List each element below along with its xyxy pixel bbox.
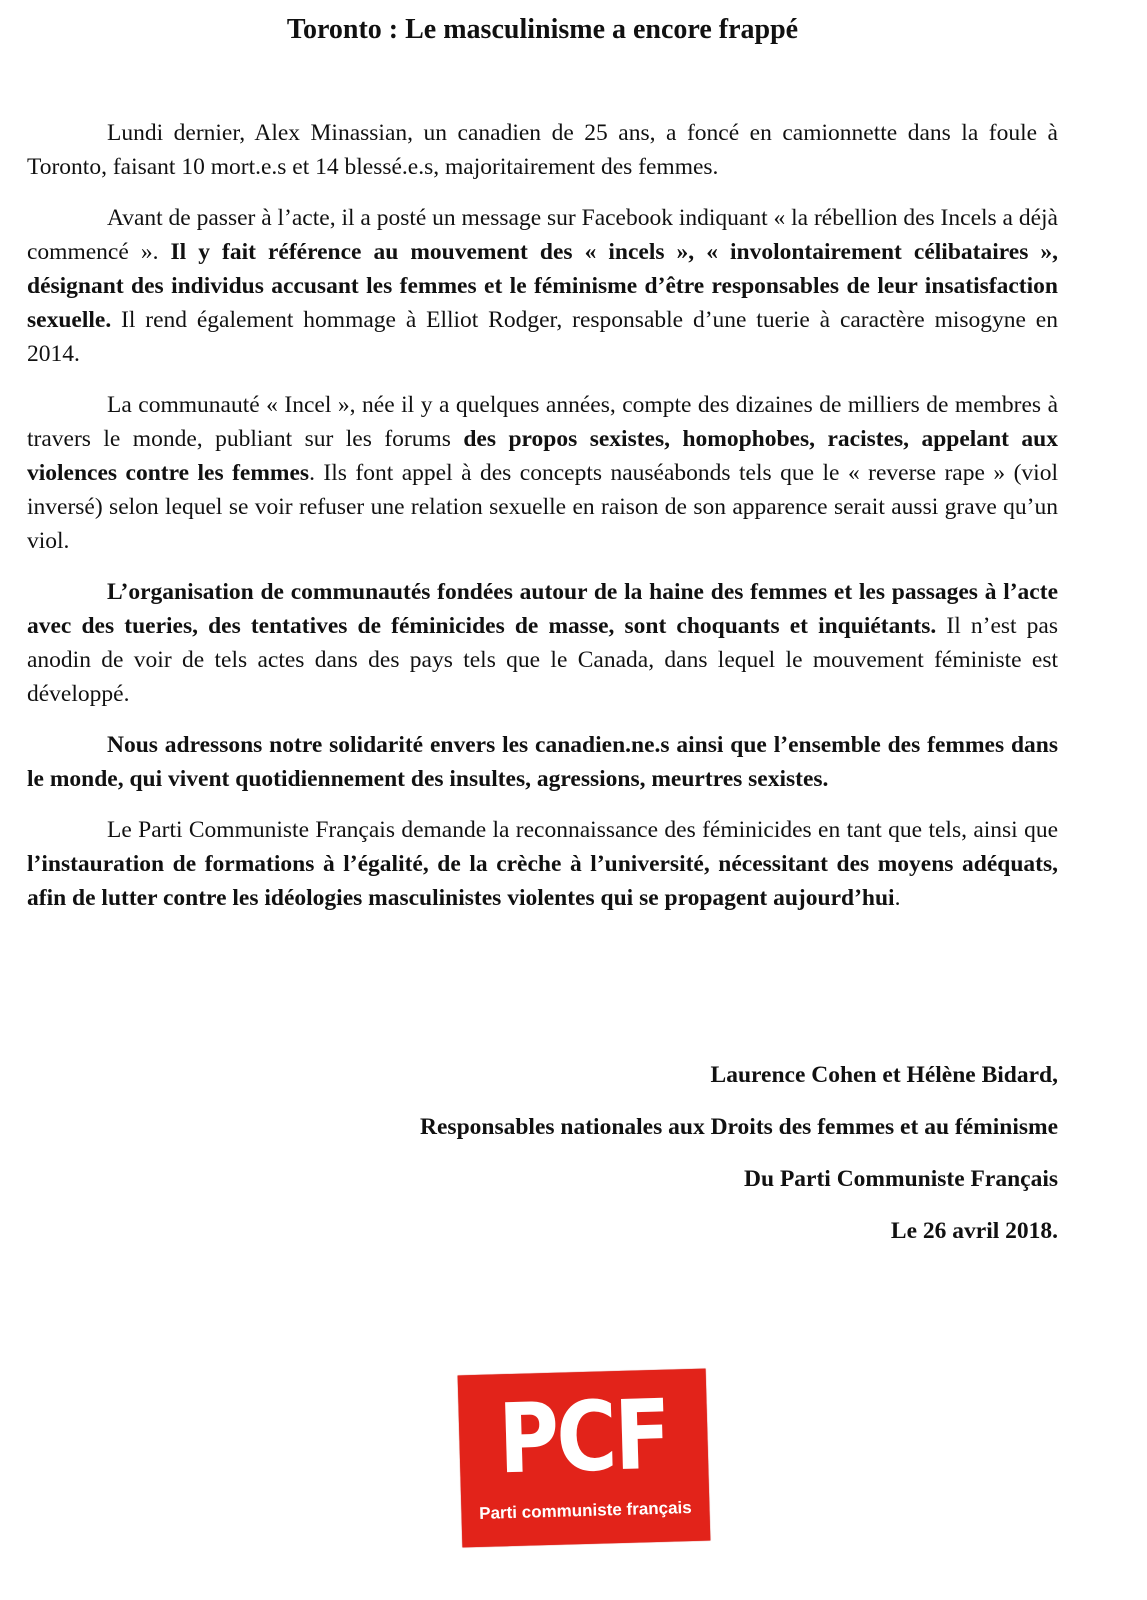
paragraph-6-run-1: Le Parti Communiste Français demande la reconnaissance des féminicides en tant que tels, ainsi que [107,817,1058,843]
paragraph-6 [27,813,1058,915]
pcf-logo-tagline: Parti communiste français [478,1498,692,1523]
pcf-logo [458,1369,711,1548]
paragraph-4 [27,575,1058,711]
paragraph-2-run-3: Il rend également hommage à Elliot Rodger, responsable d’une tuerie à caractère misogyne en 2014. [27,307,1058,367]
paragraph-5 [27,728,1058,796]
pcf-logo-acronym: PCF [496,1378,670,1496]
signature-organization: Du Parti Communiste Français [744,1166,1058,1192]
paragraph-4-run-2: Il n’est pas anodin de voir de tels actes dans des pays tels que le Canada, dans lequel le mouvement féministe est développé. [27,613,1058,707]
paragraph-6-run-2: l’instauration de formations à l’égalité, de la crèche à l’université, nécessitant des moyens adéquats, afin de lutter contre les idéologies masculinistes violentes qui se propagent aujourd’hui [27,851,1058,911]
paragraph-3 [27,388,1058,558]
paragraph-2-run-1: Avant de passer à l’acte, il a posté un message sur Facebook indiquant « la rébellion des Incels a déjà commencé ». [27,205,1058,265]
paragraph-2 [27,201,1058,371]
paragraph-3-run-2: des propos sexistes, homophobes, racistes, appelant aux violences contre les femmes [27,426,1058,486]
paragraph-4-run-1: L’organisation de communautés fondées autour de la haine des femmes et les passages à l’acte avec des tueries, des tentatives de féminicides de masse, sont choquants et inquiétants. [27,579,1058,639]
paragraph-2-run-2: Il y fait référence au mouvement des « incels », « involontairement célibataires », désignant des individus accusant les femmes et le féminisme d’être responsables de leur insatisfaction sexuelle. [27,239,1059,333]
paragraph-6-run-3: . [894,885,901,911]
paragraph-5-run-1: Nous adressons notre solidarité envers les canadien.ne.s ainsi que l’ensemble des femmes dans le monde, qui vivent quotidiennement des insultes, agressions, meurtres sexistes. [27,732,1058,792]
page-title: Toronto : Le masculinisme a encore frappé [286,14,799,45]
signature-date: Le 26 avril 2018. [890,1218,1058,1244]
paragraph-1-run-1: Lundi dernier, Alex Minassian, un canadien de 25 ans, a foncé en camionnette dans la foule à Toronto, faisant 10 mort.e.s et 14 blessé.e.s, majoritairement des femmes. [27,120,1058,180]
signature-names: Laurence Cohen et Hélène Bidard, [710,1062,1058,1088]
paragraph-1 [27,116,1058,184]
paragraph-3-run-3: . Ils font appel à des concepts nauséabonds tels que le « reverse rape » (viol inversé) selon lequel se voir refuser une relation sexuelle en raison de son apparence serait aussi grave qu’un viol. [27,460,1058,554]
paragraph-3-run-1: La communauté « Incel », née il y a quelques années, compte des dizaines de milliers de membres à travers le monde, publiant sur les forums [27,392,1058,452]
signature-block [27,1058,1058,1266]
signature-role: Responsables nationales aux Droits des femmes et au féminisme [420,1114,1058,1140]
article-body [27,116,1058,932]
